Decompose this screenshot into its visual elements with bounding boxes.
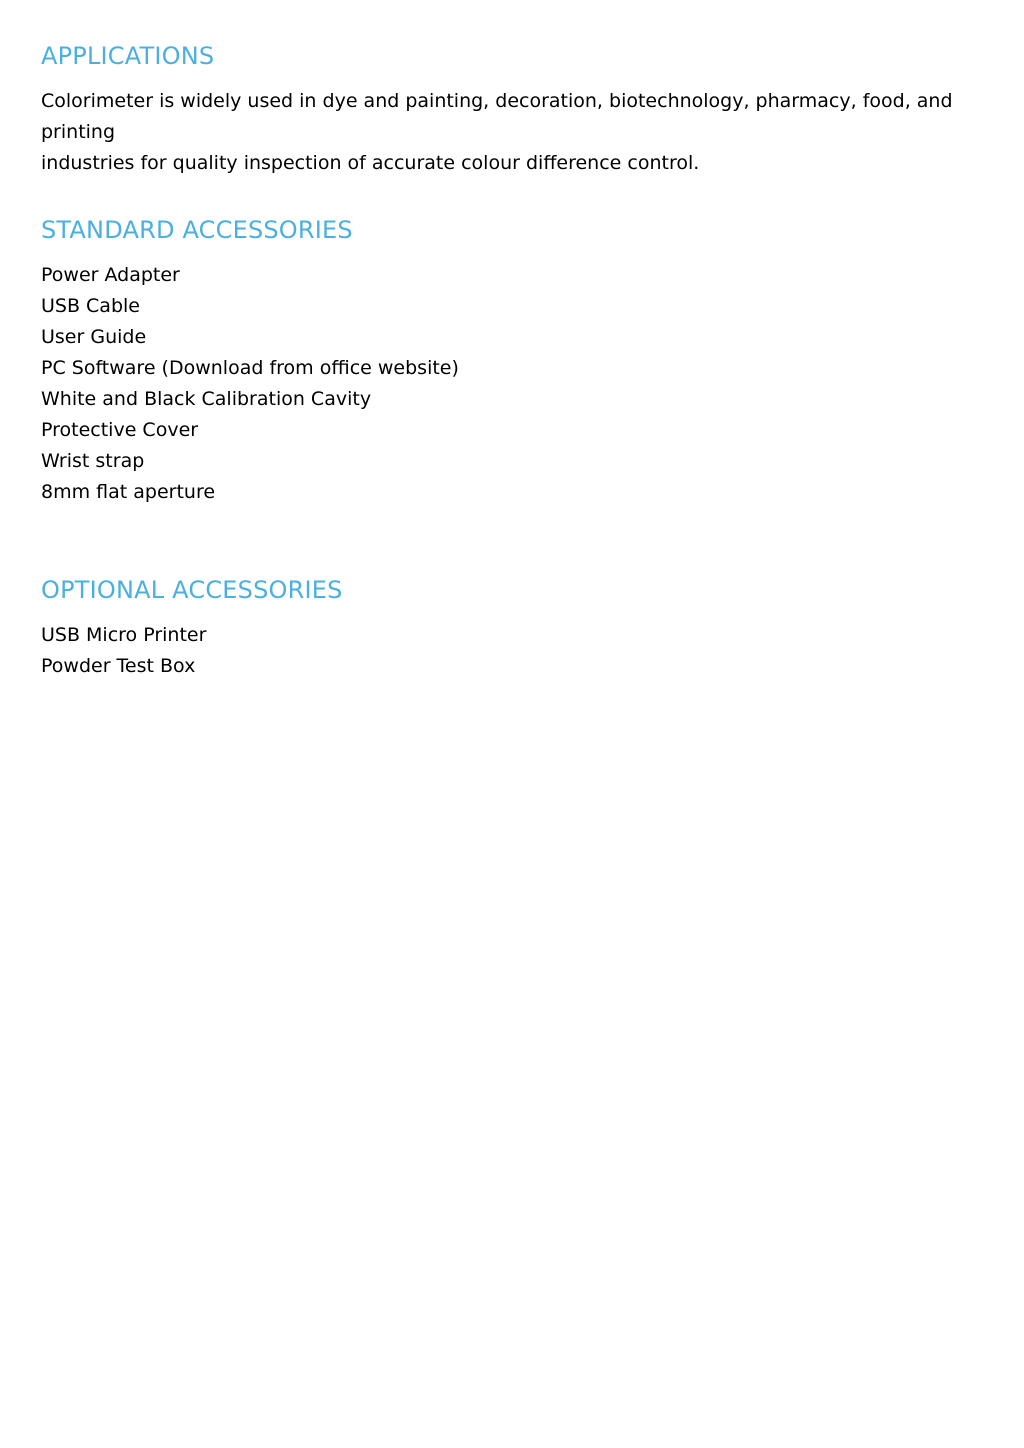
spacer: [41, 244, 1001, 260]
standard-accessories-list: [41, 260, 1001, 508]
optional-accessories-title: OPTIONAL ACCESSORIES: [41, 576, 343, 604]
optional-accessories-section: [41, 576, 1001, 682]
applications-title: APPLICATIONS: [41, 42, 215, 70]
list-item-power-adapter: Power Adapter: [41, 264, 180, 286]
list-item-usb-micro-printer: USB Micro Printer: [41, 624, 207, 646]
standard-accessories-section: [41, 216, 1001, 508]
list-item-calibration-cavity: White and Black Calibration Cavity: [41, 388, 372, 410]
list-item-pc-software: PC Software (Download from office website): [41, 357, 459, 379]
optional-accessories-list: [41, 620, 1001, 682]
standard-accessories-title: STANDARD ACCESSORIES: [41, 216, 353, 244]
list-item-flat-aperture: 8mm flat aperture: [41, 481, 216, 503]
list-item-powder-test-box: Powder Test Box: [41, 655, 196, 677]
list-item-wrist-strap: Wrist strap: [41, 450, 145, 472]
applications-paragraph: [41, 86, 1001, 179]
applications-line-1: Colorimeter is widely used in dye and painting, decoration, biotechnology, pharmacy, food, and printing: [41, 90, 953, 143]
list-item-user-guide: User Guide: [41, 326, 147, 348]
spacer: [41, 604, 1001, 620]
applications-line-2: industries for quality inspection of accurate colour difference control.: [41, 152, 700, 174]
list-item-protective-cover: Protective Cover: [41, 419, 199, 441]
spacer: [41, 70, 1001, 86]
applications-section: [41, 42, 1001, 179]
list-item-usb-cable: USB Cable: [41, 295, 140, 317]
